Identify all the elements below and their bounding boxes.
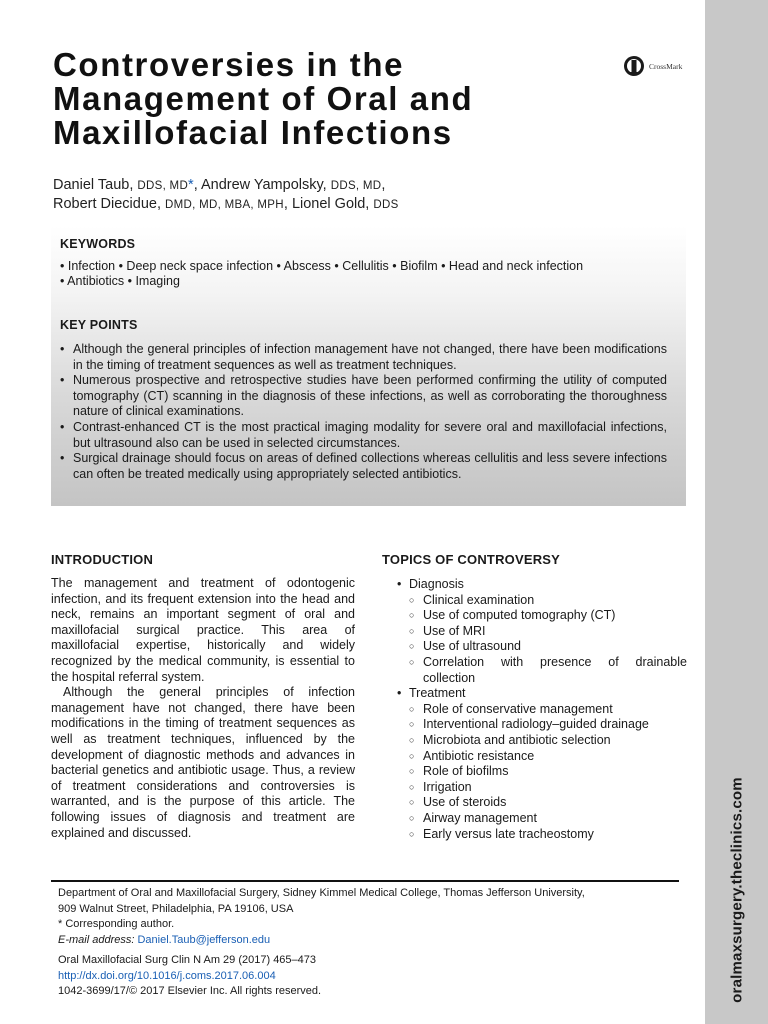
article-title: Controversies in the Management of Oral and Maxillofacial Infections — [53, 46, 474, 151]
author-degrees: DDS, MD — [330, 180, 382, 192]
author-separator: , — [193, 177, 201, 193]
author-name: Daniel Taub — [53, 177, 130, 193]
email-label: E-mail address: — [58, 933, 135, 946]
topic-item: ○ Use of MRI — [409, 624, 687, 640]
journal-url[interactable]: oralmaxsurgery.theclinics.com — [728, 777, 746, 1003]
author-separator: , — [283, 196, 292, 212]
author-separator: , — [381, 177, 386, 193]
topic-item: ○ Early versus late tracheostomy — [409, 827, 687, 843]
key-point-item: • Surgical drainage should focus on areas of defined collections whereas cellulitis and less severe infections can often be treated medically using appropriately selected antibiotics. — [60, 451, 667, 482]
introduction-paragraph: The management and treatment of odontogenic infection, and its frequent extension into the head and neck, remains an important segment of oral and maxillofacial surgical practice. This area of maxillofacial expertise, historically and widely recognized by the medical community, is essential to the hospital referral system. — [51, 576, 355, 684]
doi-link[interactable]: http://dx.doi.org/10.1016/j.coms.2017.06.004 — [58, 969, 276, 982]
topic-item: ○ Irrigation — [409, 780, 687, 796]
introduction-body — [51, 576, 355, 841]
key-points-heading: KEY POINTS — [60, 318, 138, 332]
topic-item: ○ Role of biofilms — [409, 764, 687, 780]
introduction-heading: INTRODUCTION — [51, 552, 154, 567]
topic-group-label: Diagnosis — [409, 577, 464, 591]
topic-item: ○ Interventional radiology–guided drainage — [409, 717, 687, 733]
topics-heading: TOPICS OF CONTROVERSY — [382, 552, 561, 567]
key-points-list — [60, 342, 667, 482]
crossmark-badge[interactable] — [623, 55, 682, 77]
author-name: Lionel Gold — [291, 196, 366, 212]
keywords-list — [60, 259, 675, 289]
corresponding-author-mark[interactable]: * — [188, 177, 194, 193]
topic-item: ○ Use of steroids — [409, 795, 687, 811]
crossmark-label: CrossMark — [649, 61, 683, 71]
author-list — [53, 176, 653, 214]
topic-sublist — [409, 702, 687, 842]
affiliation-line: 909 Walnut Street, Philadelphia, PA 19106, USA — [58, 902, 294, 915]
author-degrees: DDS, MD — [137, 180, 189, 192]
topic-group — [397, 577, 687, 686]
crossmark-icon — [623, 55, 645, 77]
email-line — [58, 933, 688, 949]
author-degrees: DMD, MD, MBA, MPH — [165, 199, 284, 211]
topics-list — [397, 577, 687, 842]
author-name: Robert Diecidue — [53, 196, 157, 212]
topic-group — [397, 686, 687, 842]
topic-item: ○ Clinical examination — [409, 593, 687, 609]
footer-divider — [51, 880, 679, 882]
keywords-line: • Infection • Deep neck space infection • Abscess • Cellulitis • Biofilm • Head and neck infection — [60, 259, 584, 273]
email-link[interactable]: Daniel.Taub@jefferson.edu — [137, 933, 271, 946]
author-degrees: DDS — [373, 199, 399, 211]
citation-block — [58, 953, 688, 1000]
introduction-paragraph: Although the general principles of infection management have not changed, there have been modifications in the timing of treatment sequences as well as treatment techniques, influenced by the development of diagnostic methods and advances in bacterial genetics and antibiotic usage. Thus, a review of treatment considerations and controversies is warranted, and is the purpose of this article. The following issues of diagnosis and treatment are explained and discussed. — [51, 685, 355, 840]
topic-item: ○ Correlation with presence of drainable collection — [409, 655, 687, 686]
keywords-keypoints-box — [51, 226, 686, 506]
affiliation-line: Department of Oral and Maxillofacial Surgery, Sidney Kimmel Medical College, Thomas Jefferson University, — [58, 887, 585, 899]
corresponding-author-note: * Corresponding author. — [58, 918, 175, 930]
topic-item: ○ Use of ultrasound — [409, 639, 687, 655]
topic-item: ○ Role of conservative management — [409, 702, 687, 718]
author-line-1: Daniel Taub, DDS, MD*, Andrew Yampolsky, DDS, MD, — [53, 177, 386, 193]
affiliation-block — [58, 886, 688, 948]
author-line-2: Robert Diecidue, DMD, MD, MBA, MPH, Lionel Gold, DDS — [53, 196, 399, 212]
key-point-item: • Numerous prospective and retrospective studies have been performed confirming the utility of computed tomography (CT) scanning in the diagnosis of these infections, as well as corroborating the thoroughness nature of clinical examinations. — [60, 373, 667, 420]
topic-item: ○ Microbiota and antibiotic selection — [409, 733, 687, 749]
key-point-item: • Contrast-enhanced CT is the most practical imaging modality for severe oral and maxillofacial infections, but ultrasound also can be used in selected circumstances. — [60, 420, 667, 451]
key-point-item: • Although the general principles of infection management have not changed, there have been modifications in the timing of treatment sequences as well as treatment techniques. — [60, 342, 667, 373]
topic-group-label: Treatment — [409, 686, 466, 701]
author-name: Andrew Yampolsky — [200, 177, 323, 193]
topic-sublist — [409, 593, 687, 687]
keywords-line: • Antibiotics • Imaging — [60, 274, 180, 288]
keywords-heading: KEYWORDS — [60, 237, 136, 251]
citation-line: Oral Maxillofacial Surg Clin N Am 29 (2017) 465–473 — [58, 954, 317, 966]
topic-item: ○ Use of computed tomography (CT) — [409, 608, 687, 624]
topic-item: ○ Airway management — [409, 811, 687, 827]
copyright-line: 1042-3699/17/© 2017 Elsevier Inc. All rights reserved. — [58, 985, 322, 997]
topic-item: ○ Antibiotic resistance — [409, 749, 687, 765]
